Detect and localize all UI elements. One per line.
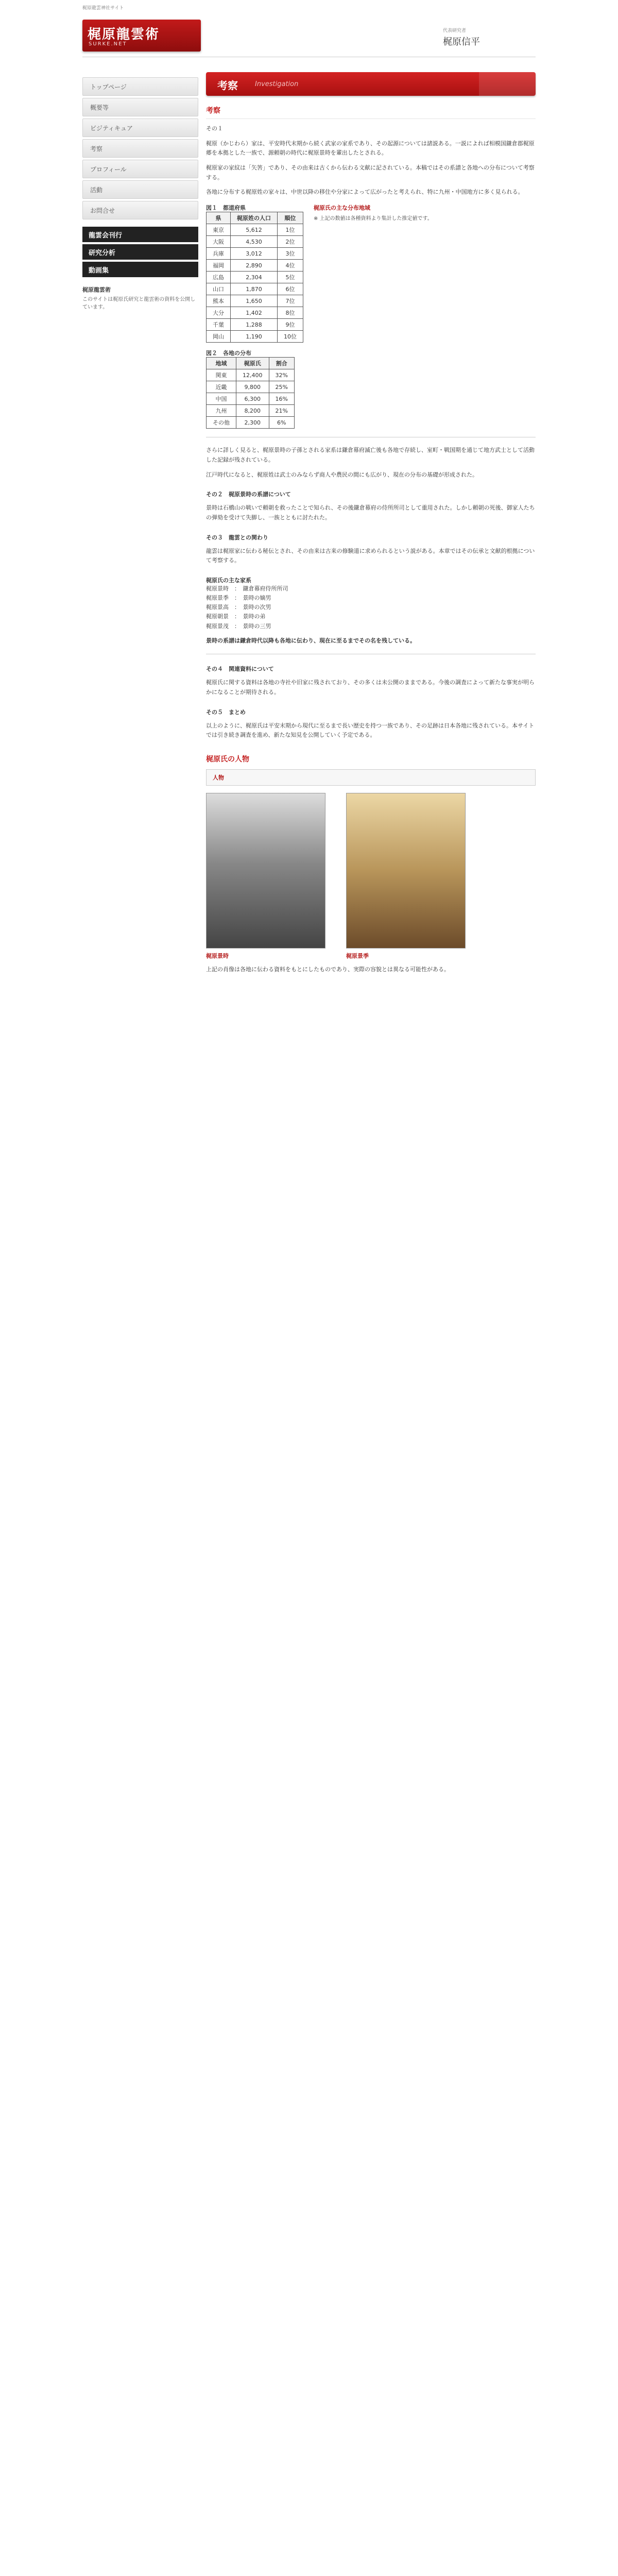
article-title: 考察 (206, 105, 536, 119)
table-header: 県 (207, 212, 231, 224)
paragraph: 龍雲は梶原家に伝わる秘伝とされ、その由来は古来の修験道に求められるという説がある。本章ではその伝承と文献的根拠について考察する。 (206, 547, 535, 564)
table-header: 梶原姓の人口 (231, 212, 278, 224)
box-publications[interactable]: 龍雲会刊行 (82, 227, 198, 242)
table-cell: 1,190 (231, 331, 278, 343)
table2-wrap (206, 349, 295, 429)
table1-caption: 図１ 都道府県 (206, 205, 246, 212)
table-cell: 兵庫 (207, 248, 231, 260)
nav-item-visit[interactable]: ビジティキュア (82, 118, 198, 137)
list-item: 梶原朝景 ： 景時の弟 (206, 613, 266, 620)
table-cell: その他 (207, 417, 236, 429)
table-cell: 2位 (278, 236, 303, 248)
table-row (207, 260, 303, 272)
portrait-caption: 梶原景季 (346, 953, 369, 960)
nav-item-investigation[interactable]: 考察 (82, 139, 198, 158)
table-cell: 7位 (278, 295, 303, 307)
nav-item-profile[interactable]: プロフィール (82, 160, 198, 178)
header-small: 代表研究者 (443, 28, 467, 33)
header-right (443, 27, 480, 48)
people-bar: 人物 (206, 769, 536, 786)
portrait-2-wrap (346, 793, 466, 960)
table-cell: 12,400 (236, 369, 269, 381)
table-cell: 近畿 (207, 381, 236, 393)
tables-row-2 (206, 349, 536, 429)
nav-item-overview[interactable]: 概要等 (82, 98, 198, 116)
table-row (207, 224, 303, 236)
table-cell: 広島 (207, 272, 231, 283)
subheading: その３ 龍雲との関わり (206, 534, 268, 541)
table-cell: 8,200 (236, 405, 269, 417)
table-cell: 6% (269, 417, 294, 429)
nav-item-contact[interactable]: お問合せ (82, 201, 198, 219)
table-row (207, 283, 303, 295)
table-row (207, 417, 295, 429)
table1-wrap (206, 204, 303, 343)
table-cell: 6位 (278, 283, 303, 295)
table-cell: 4位 (278, 260, 303, 272)
paragraph: その１ (206, 125, 223, 132)
table-row (207, 319, 303, 331)
table-row (207, 248, 303, 260)
table-cell: 2,304 (231, 272, 278, 283)
table-header: 割合 (269, 358, 294, 369)
section-title: 考察 (217, 79, 238, 92)
table-cell: 福岡 (207, 260, 231, 272)
table-row (207, 393, 295, 405)
tables-row (206, 204, 536, 343)
box-videos[interactable]: 動画集 (82, 262, 198, 277)
table-cell: 岡山 (207, 331, 231, 343)
paragraph: 江戸時代になると、梶原姓は武士のみならず商人や農民の間にも広がり、現在の分布の基礎が形成された。 (206, 471, 478, 478)
table-cell: 千葉 (207, 319, 231, 331)
table-cell: 中国 (207, 393, 236, 405)
table-cell: 32% (269, 369, 294, 381)
paragraph: 上記の肖像は各地に伝わる資料をもとにしたものであり、実際の容貌とは異なる可能性がある。 (206, 966, 450, 973)
table-cell: 1,870 (231, 283, 278, 295)
red-note: 梶原氏の主な分布地域 (314, 205, 370, 212)
table-row (207, 236, 303, 248)
bold-line: 景時の系譜は鎌倉時代以降も各地に伝わり、現在に至るまでその名を残している。 (206, 637, 416, 644)
table-cell: 大分 (207, 307, 231, 319)
table-row (207, 307, 303, 319)
table-cell: 1位 (278, 224, 303, 236)
portrait-row (206, 793, 536, 960)
table-cell: 関東 (207, 369, 236, 381)
table-cell: 5位 (278, 272, 303, 283)
nav-item-top[interactable]: トップページ (82, 77, 198, 96)
portrait-1-wrap (206, 793, 325, 960)
section-bar-corner (479, 72, 536, 96)
top-text: 梶原龍雲神社サイト (82, 6, 124, 11)
table-row (207, 369, 295, 381)
table-cell: 2,300 (236, 417, 269, 429)
table-row (207, 331, 303, 343)
logo-main: 梶原龍雲術 (88, 27, 160, 42)
sidebar (82, 77, 198, 311)
table-row (207, 405, 295, 417)
table-row (207, 381, 295, 393)
table-cell: 8位 (278, 307, 303, 319)
site-header (82, 15, 536, 57)
table-cell: 1,402 (231, 307, 278, 319)
list-heading: 梶原氏の主な家系 (206, 577, 251, 584)
list-item: 梶原景茂 ： 景時の三男 (206, 622, 271, 630)
list-item: 梶原景時 ： 鎌倉幕府侍所所司 (206, 585, 288, 592)
table-cell: 9位 (278, 319, 303, 331)
table1 (206, 212, 303, 343)
list-item: 梶原景高 ： 景時の次男 (206, 604, 271, 611)
paragraph: 梶原氏に関する資料は各地の寺社や旧家に残されており、その多くは未公開のままである。今後の調査によって新たな事実が明らかになることが期待される。 (206, 679, 535, 696)
table-notes: ※ 上記の数値は各種資料より集計した推定値です。 (314, 216, 433, 222)
table-row (207, 295, 303, 307)
table-cell: 4,530 (231, 236, 278, 248)
table-cell: 2,890 (231, 260, 278, 272)
table-cell: 山口 (207, 283, 231, 295)
table-cell: 3,012 (231, 248, 278, 260)
portrait-image (206, 793, 325, 948)
table-cell: 東京 (207, 224, 231, 236)
box-research[interactable]: 研究分析 (82, 244, 198, 260)
table-cell: 1,650 (231, 295, 278, 307)
table-cell: 大阪 (207, 236, 231, 248)
table-cell: 5,612 (231, 224, 278, 236)
people-title: 梶原氏の人物 (206, 755, 249, 764)
portrait-image (346, 793, 466, 948)
paragraph: さらに詳しく見ると、梶原景時の子孫とされる家系は鎌倉幕府滅亡後も各地で存続し、室町・戦国期を通じて地方武士として活動した記録が残されている。 (206, 447, 535, 463)
logo-sub: SURKE.NET (89, 41, 127, 47)
red-note-wrap (314, 204, 433, 343)
subheading: その４ 関連資料について (206, 666, 274, 673)
table-header: 順位 (278, 212, 303, 224)
table2-caption: 図２ 各地の分布 (206, 350, 251, 357)
paragraph: 各地に分布する梶原姓の家々は、中世以降の移住や分家によって広がったと考えられ、特に九州・中国地方に多く見られる。 (206, 189, 524, 196)
table-cell: 9,800 (236, 381, 269, 393)
people-section (206, 754, 536, 975)
site-logo[interactable] (82, 20, 201, 52)
table-cell: 熊本 (207, 295, 231, 307)
paragraph: 景時は石橋山の戦いで頼朝を救ったことで知られ、その後鎌倉幕府の侍所所司として重用された。しかし頼朝の死後、御家人たちの弾劾を受けて失脚し、一族とともに討たれた。 (206, 504, 535, 521)
header-name: 梶原信平 (443, 37, 480, 47)
table-cell: 16% (269, 393, 294, 405)
table-cell: 3位 (278, 248, 303, 260)
paragraph: 梶原（かじわら）家は、平安時代末期から続く武家の家系であり、その起源については諸説ある。一説によれば相模国鎌倉郡梶原郷を本拠とした一族で、源頼朝の時代に梶原景時を輩出したとされる。 (206, 140, 535, 157)
nav-item-activity[interactable]: 活動 (82, 180, 198, 199)
side-note: このサイトは梶原氏研究と龍雲術の資料を公開しています。 (82, 297, 196, 310)
subheading: その５ まとめ (206, 708, 246, 716)
section-bar (206, 72, 536, 96)
paragraph: 以上のように、梶原氏は平安末期から現代に至るまで長い歴史を持つ一族であり、その足跡は日本各地に残されている。本サイトでは引き続き調査を進め、新たな知見を公開していく予定である。 (206, 722, 535, 739)
table-cell: 1,288 (231, 319, 278, 331)
table-row (207, 272, 303, 283)
table-cell: 21% (269, 405, 294, 417)
table-cell: 九州 (207, 405, 236, 417)
subheading: その２ 梶原景時の系譜について (206, 491, 291, 498)
table-header: 地域 (207, 358, 236, 369)
paragraph: 梶原家の家紋は「矢筈」であり、その由来は古くから伝わる文献に記されている。本稿ではその系譜と各地への分布について考察する。 (206, 164, 535, 181)
table-cell: 6,300 (236, 393, 269, 405)
side-note-head: 梶原龍雲術 (82, 286, 111, 293)
table-header: 梶原氏 (236, 358, 269, 369)
table2 (206, 357, 295, 429)
list-item: 梶原景季 ： 景時の嫡男 (206, 595, 271, 602)
section-sub: Investigation (255, 80, 299, 88)
main-content (206, 72, 536, 980)
table-cell: 25% (269, 381, 294, 393)
portrait-caption: 梶原景時 (206, 953, 229, 960)
table-cell: 10位 (278, 331, 303, 343)
